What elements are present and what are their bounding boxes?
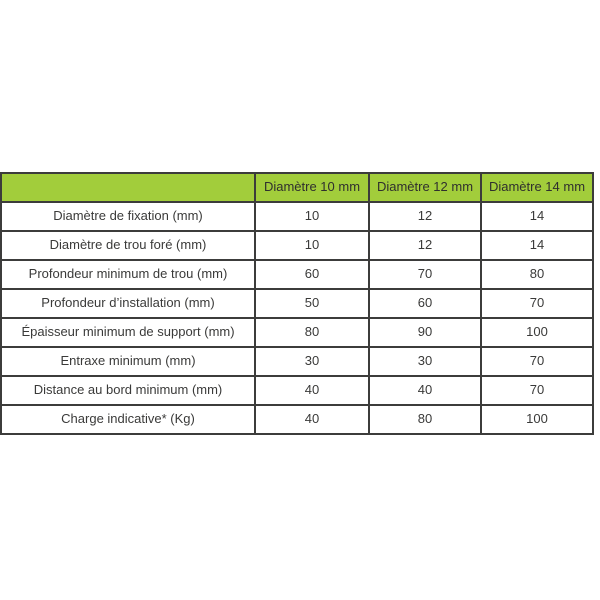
table-row — [1, 318, 593, 347]
cell-value: 30 — [255, 347, 369, 376]
cell-value: 12 — [369, 202, 481, 231]
cell-value: 60 — [255, 260, 369, 289]
cell-value: 10 — [255, 231, 369, 260]
table-row — [1, 289, 593, 318]
cell-value: 12 — [369, 231, 481, 260]
header-row — [1, 173, 593, 202]
table-row — [1, 347, 593, 376]
cell-value: 80 — [481, 260, 593, 289]
row-label: Distance au bord minimum (mm) — [1, 376, 255, 405]
row-label: Entraxe minimum (mm) — [1, 347, 255, 376]
table-row — [1, 376, 593, 405]
row-label: Diamètre de fixation (mm) — [1, 202, 255, 231]
corner-header-cell — [1, 173, 255, 202]
column-header-diametre-14: Diamètre 14 mm — [481, 173, 593, 202]
row-label: Profondeur d’installation (mm) — [1, 289, 255, 318]
cell-value: 80 — [369, 405, 481, 434]
cell-value: 50 — [255, 289, 369, 318]
column-header-diametre-12: Diamètre 12 mm — [369, 173, 481, 202]
row-label: Charge indicative* (Kg) — [1, 405, 255, 434]
cell-value: 90 — [369, 318, 481, 347]
cell-value: 100 — [481, 405, 593, 434]
cell-value: 70 — [369, 260, 481, 289]
row-label: Profondeur minimum de trou (mm) — [1, 260, 255, 289]
cell-value: 60 — [369, 289, 481, 318]
cell-value: 100 — [481, 318, 593, 347]
cell-value: 40 — [255, 405, 369, 434]
table-row — [1, 405, 593, 434]
cell-value: 14 — [481, 231, 593, 260]
row-label: Diamètre de trou foré (mm) — [1, 231, 255, 260]
cell-value: 14 — [481, 202, 593, 231]
table-row — [1, 231, 593, 260]
cell-value: 70 — [481, 347, 593, 376]
spec-table — [0, 172, 594, 435]
cell-value: 40 — [369, 376, 481, 405]
column-header-diametre-10: Diamètre 10 mm — [255, 173, 369, 202]
cell-value: 40 — [255, 376, 369, 405]
row-label: Épaisseur minimum de support (mm) — [1, 318, 255, 347]
cell-value: 10 — [255, 202, 369, 231]
table-row — [1, 260, 593, 289]
cell-value: 70 — [481, 376, 593, 405]
cell-value: 30 — [369, 347, 481, 376]
cell-value: 70 — [481, 289, 593, 318]
cell-value: 80 — [255, 318, 369, 347]
table-row — [1, 202, 593, 231]
